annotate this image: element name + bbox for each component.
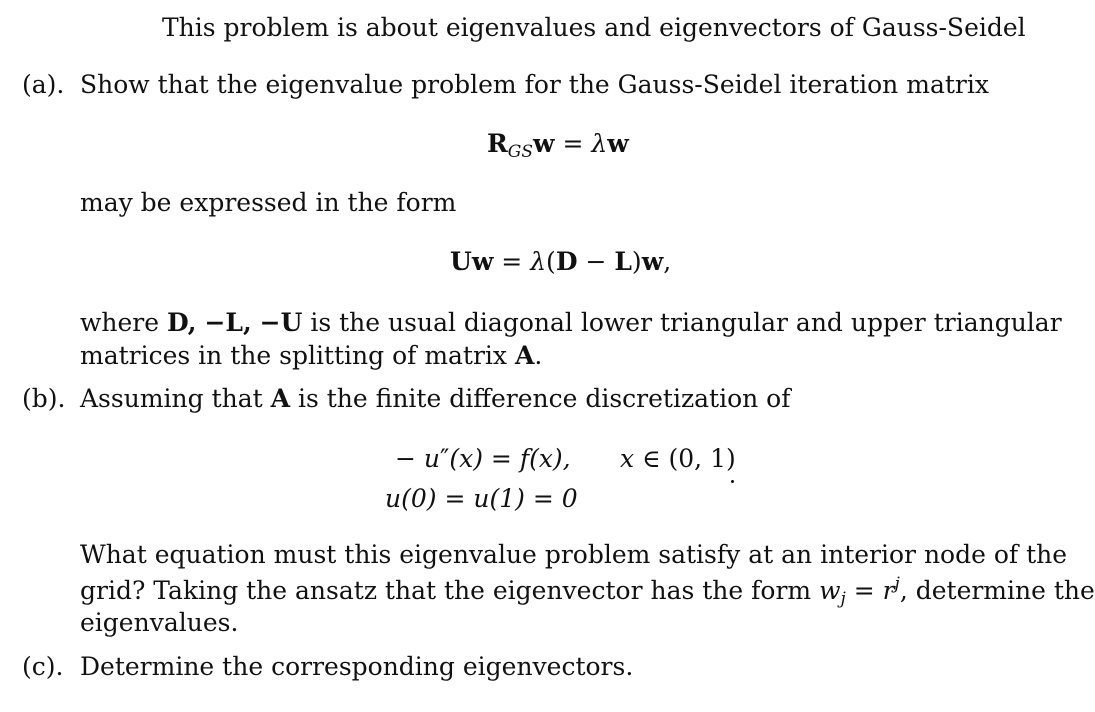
where-word: usual — [388, 308, 456, 337]
part-c-text: Determine the corresponding eigenvectors. — [80, 652, 634, 681]
part-a-label: (a). — [22, 70, 65, 99]
para-word: node — [923, 540, 986, 569]
ode-f: f — [519, 444, 530, 473]
para-word: equation — [154, 540, 266, 569]
domain-in: ∈ — [634, 444, 669, 473]
domain-interval: (0, 1) — [668, 444, 736, 473]
ode-x: (x) — [449, 444, 483, 473]
part-a-text: Show that the eigenvalue problem for the Gauss-Seidel iteration matrix — [80, 70, 989, 99]
part-b-label: (b). — [22, 384, 66, 413]
intro-text: This problem is about eigenvalues and eigenvectors of Gauss-Seidel — [162, 13, 1026, 42]
eq1-lambda: λ — [591, 129, 608, 158]
equation-ode — [395, 446, 571, 471]
equation-uw-form — [450, 249, 671, 274]
para-line-2-r-superscript: j — [894, 574, 900, 594]
part-a-mid-text: may be expressed in the form — [80, 188, 457, 217]
ode-minus: − — [395, 444, 424, 473]
where-word: diagonal — [463, 308, 573, 337]
para-word: problem — [544, 540, 651, 569]
para-line-2-w: w — [819, 576, 841, 605]
eq2-minus: − — [577, 247, 615, 276]
where-line-2 — [80, 343, 542, 368]
where-minus-U: −U — [259, 308, 303, 337]
where-line-2-text: matrices in the splitting of matrix — [80, 341, 515, 370]
para-word: the — [1026, 540, 1068, 569]
where-word: lower — [580, 308, 653, 337]
para-line-2-post: , determine the — [899, 576, 1095, 605]
para-word: at — [748, 540, 774, 569]
para-line-2-pre: grid? Taking the ansatz that the eigenvector has the form — [80, 576, 820, 605]
equation-period-dot — [731, 480, 734, 483]
eq2-L: L — [614, 247, 632, 276]
eq2-equals: = — [493, 247, 531, 276]
para-line-2-r: r — [882, 576, 895, 605]
para-word: eigenvalue — [399, 540, 537, 569]
para-word: an — [781, 540, 813, 569]
where-line-2-end: . — [534, 341, 543, 370]
eq1-R-subscript: GS — [507, 142, 534, 162]
eq2-U: U — [450, 247, 472, 276]
para-word: this — [344, 540, 392, 569]
eq2-close: ) — [631, 247, 642, 276]
where-D: D, — [167, 308, 197, 337]
where-word: and — [795, 308, 843, 337]
equation-domain — [620, 446, 736, 471]
eq1-w: w — [533, 129, 555, 158]
para-line-2-w-subscript: j — [840, 589, 846, 609]
equation-eigen-gs — [487, 131, 629, 161]
part-b-text — [80, 386, 790, 411]
where-minus-L: −L, — [204, 308, 252, 337]
para-word: of — [993, 540, 1019, 569]
part-b-para-line-2 — [80, 576, 1095, 608]
ode-double-prime: ″ — [440, 444, 450, 473]
part-b-text-post: is the finite difference discretization of — [290, 384, 791, 413]
where-line-2-A: A — [514, 341, 535, 370]
equation-boundary: u(0) = u(1) = 0 — [385, 484, 578, 513]
eq2-open: ( — [546, 247, 556, 276]
eq2-lambda: λ — [530, 247, 547, 276]
part-b-A: A — [270, 384, 291, 413]
eq1-equals: = — [554, 129, 592, 158]
where-word: triangular — [660, 308, 788, 337]
domain-x: x — [620, 444, 635, 473]
para-word: must — [273, 540, 337, 569]
ode-u: u — [423, 444, 441, 473]
eq2-w2: w — [641, 247, 664, 276]
ode-equals: = — [482, 444, 520, 473]
part-b-para-line-3: eigenvalues. — [80, 608, 239, 637]
para-word: What — [80, 540, 147, 569]
part-b-para-line-1 — [80, 540, 1068, 569]
where-word: is — [310, 308, 332, 337]
para-word: interior — [820, 540, 916, 569]
eq1-R: R — [487, 129, 508, 158]
ode-fx: (x), — [529, 444, 571, 473]
where-word: upper — [850, 308, 926, 337]
where-line-1 — [80, 308, 1062, 337]
eq2-comma: , — [663, 247, 672, 276]
where-word: where — [80, 308, 160, 337]
part-c-label: (c). — [22, 652, 64, 681]
eq1-w-rhs: w — [607, 129, 629, 158]
where-word: the — [339, 308, 381, 337]
eq2-w: w — [471, 247, 494, 276]
para-line-2-equals: = — [845, 576, 883, 605]
where-word: triangular — [933, 308, 1062, 337]
eq2-D: D — [555, 247, 578, 276]
para-word: satisfy — [658, 540, 741, 569]
part-b-text-pre: Assuming that — [80, 384, 271, 413]
